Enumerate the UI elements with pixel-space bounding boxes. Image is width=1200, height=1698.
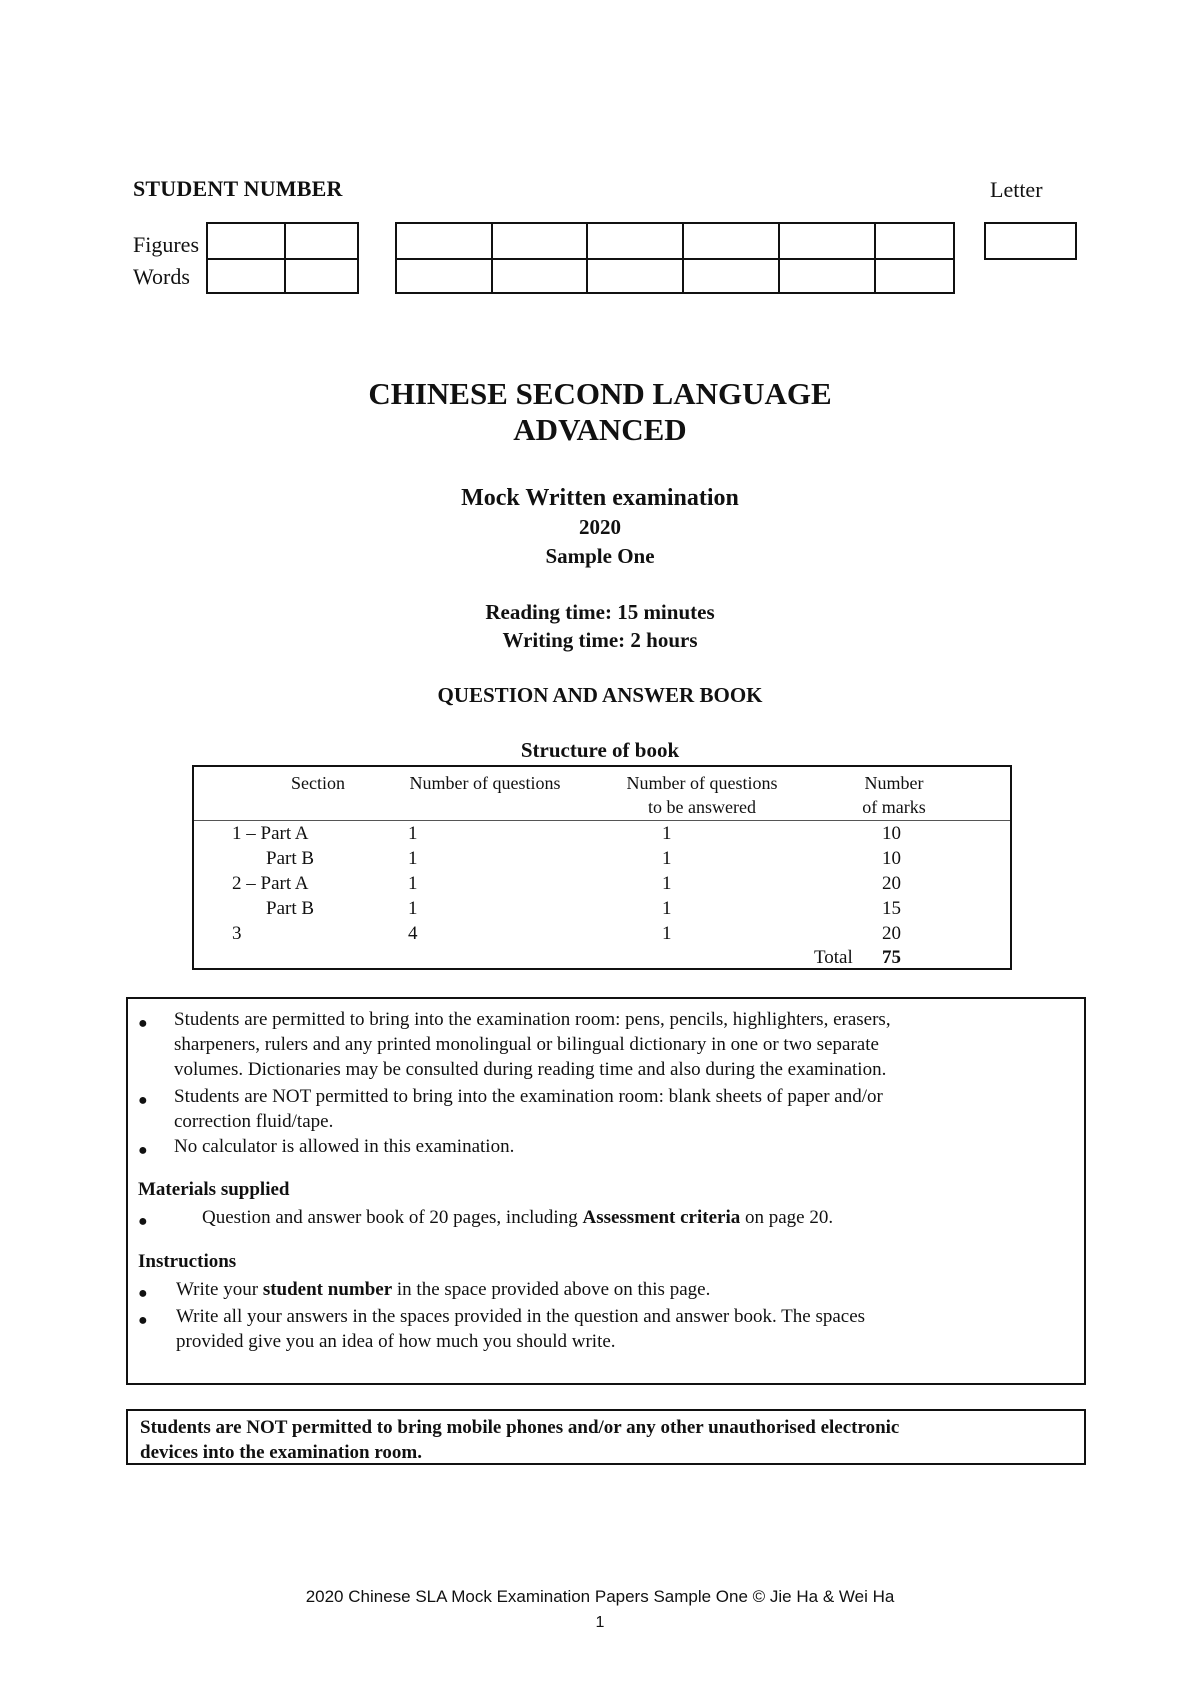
table-cell-answered: 1 [662, 923, 672, 944]
table-cell-marks: 20 [882, 923, 901, 944]
words-box[interactable] [780, 260, 876, 294]
words-box[interactable] [208, 260, 286, 294]
exam-sample: Sample One [545, 544, 655, 568]
rule-calculator: No calculator is allowed in this examination. [174, 1136, 515, 1157]
materials-item: Question and answer book of 20 pages, including Assessment criteria on page 20. [202, 1207, 834, 1228]
structure-caption: Structure of book [520, 738, 680, 762]
bullet-icon: ● [138, 1015, 148, 1032]
student-number-label: STUDENT NUMBER [133, 176, 343, 201]
words-box[interactable] [588, 260, 684, 294]
words-box[interactable] [876, 260, 955, 294]
table-cell-questions: 1 [408, 898, 418, 919]
exam-year: 2020 [579, 515, 621, 539]
materials-heading: Materials supplied [138, 1179, 290, 1200]
words-label: Words [133, 264, 190, 289]
rules-box [126, 997, 1086, 1385]
table-cell-section: 1 – Part A [232, 823, 309, 844]
table-cell-answered: 1 [662, 873, 672, 894]
reading-time: Reading time: 15 minutes [485, 600, 715, 624]
rule-not-permitted: Students are NOT permitted to bring into the examination room: blank sheets of paper and/or correction fluid/tape. [174, 1086, 883, 1132]
letter-box[interactable] [984, 222, 1077, 260]
header-num-questions: Number of questions [409, 773, 561, 793]
header-to-answer: Number of questions to be answered [626, 773, 778, 817]
exam-name: Mock Written examination [461, 485, 739, 511]
table-cell-marks: 15 [882, 898, 901, 919]
instruction-answers: Write all your answers in the spaces provided in the question and answer book. The spaces provided give you an idea of how much you should write. [176, 1306, 866, 1352]
table-cell-marks: 10 [882, 848, 901, 869]
bullet-icon: ● [138, 1213, 148, 1230]
instruction-student-number: Write your student number in the space provided above on this page. [176, 1279, 711, 1300]
figures-label: Figures [133, 232, 199, 257]
book-type: QUESTION AND ANSWER BOOK [437, 683, 763, 707]
subject-title: CHINESE SECOND LANGUAGE [368, 376, 832, 411]
words-box[interactable] [493, 260, 588, 294]
bullet-icon: ● [138, 1312, 148, 1329]
figures-box[interactable] [780, 224, 876, 260]
student-number-boxes-large [395, 222, 955, 294]
footer-copyright: 2020 Chinese SLA Mock Examination Papers Sample One © Jie Ha & Wei Ha [305, 1587, 895, 1606]
table-cell-section: Part B [266, 898, 315, 919]
table-cell-section: 2 – Part A [232, 873, 309, 894]
figures-box[interactable] [208, 224, 286, 260]
words-box[interactable] [684, 260, 780, 294]
letter-label: Letter [990, 177, 1043, 202]
student-number-boxes-small [206, 222, 359, 294]
table-cell-questions: 1 [408, 848, 418, 869]
figures-box[interactable] [493, 224, 588, 260]
table-cell-marks: 20 [882, 873, 901, 894]
bullet-icon: ● [138, 1142, 148, 1159]
rule-permitted: Students are permitted to bring into the examination room: pens, pencils, highlighters, erasers, sharpeners, rulers and any printed monolingual or bilingual dictionary in one or two separate volumes. Dictionaries may be consulted during reading time and also during the examination. [174, 1009, 891, 1080]
header-marks: Number of marks [862, 773, 926, 817]
figures-box[interactable] [397, 224, 493, 260]
table-total-value: 75 [882, 947, 901, 968]
header-section: Section [291, 773, 345, 793]
bullet-icon: ● [138, 1092, 148, 1109]
table-cell-questions: 1 [408, 873, 418, 894]
figures-box[interactable] [588, 224, 684, 260]
figures-box[interactable] [286, 224, 359, 260]
table-cell-questions: 4 [408, 923, 418, 944]
electronic-devices-warning: Students are NOT permitted to bring mobile phones and/or any other unauthorised electronic devices into the examination room. [126, 1409, 1086, 1465]
table-cell-marks: 10 [882, 823, 901, 844]
words-box[interactable] [397, 260, 493, 294]
table-cell-section: 3 [232, 923, 242, 944]
writing-time: Writing time: 2 hours [502, 628, 698, 652]
instructions-heading: Instructions [138, 1251, 237, 1272]
page-number: 1 [595, 1614, 605, 1631]
table-cell-section: Part B [266, 848, 315, 869]
structure-table [192, 765, 1012, 970]
bullet-icon: ● [138, 1285, 148, 1302]
table-total-label: Total [814, 947, 853, 968]
words-box[interactable] [286, 260, 359, 294]
table-cell-answered: 1 [662, 823, 672, 844]
figures-box[interactable] [876, 224, 955, 260]
subject-level: ADVANCED [513, 412, 687, 447]
table-cell-answered: 1 [662, 898, 672, 919]
figures-box[interactable] [684, 224, 780, 260]
table-cell-answered: 1 [662, 848, 672, 869]
table-cell-questions: 1 [408, 823, 418, 844]
